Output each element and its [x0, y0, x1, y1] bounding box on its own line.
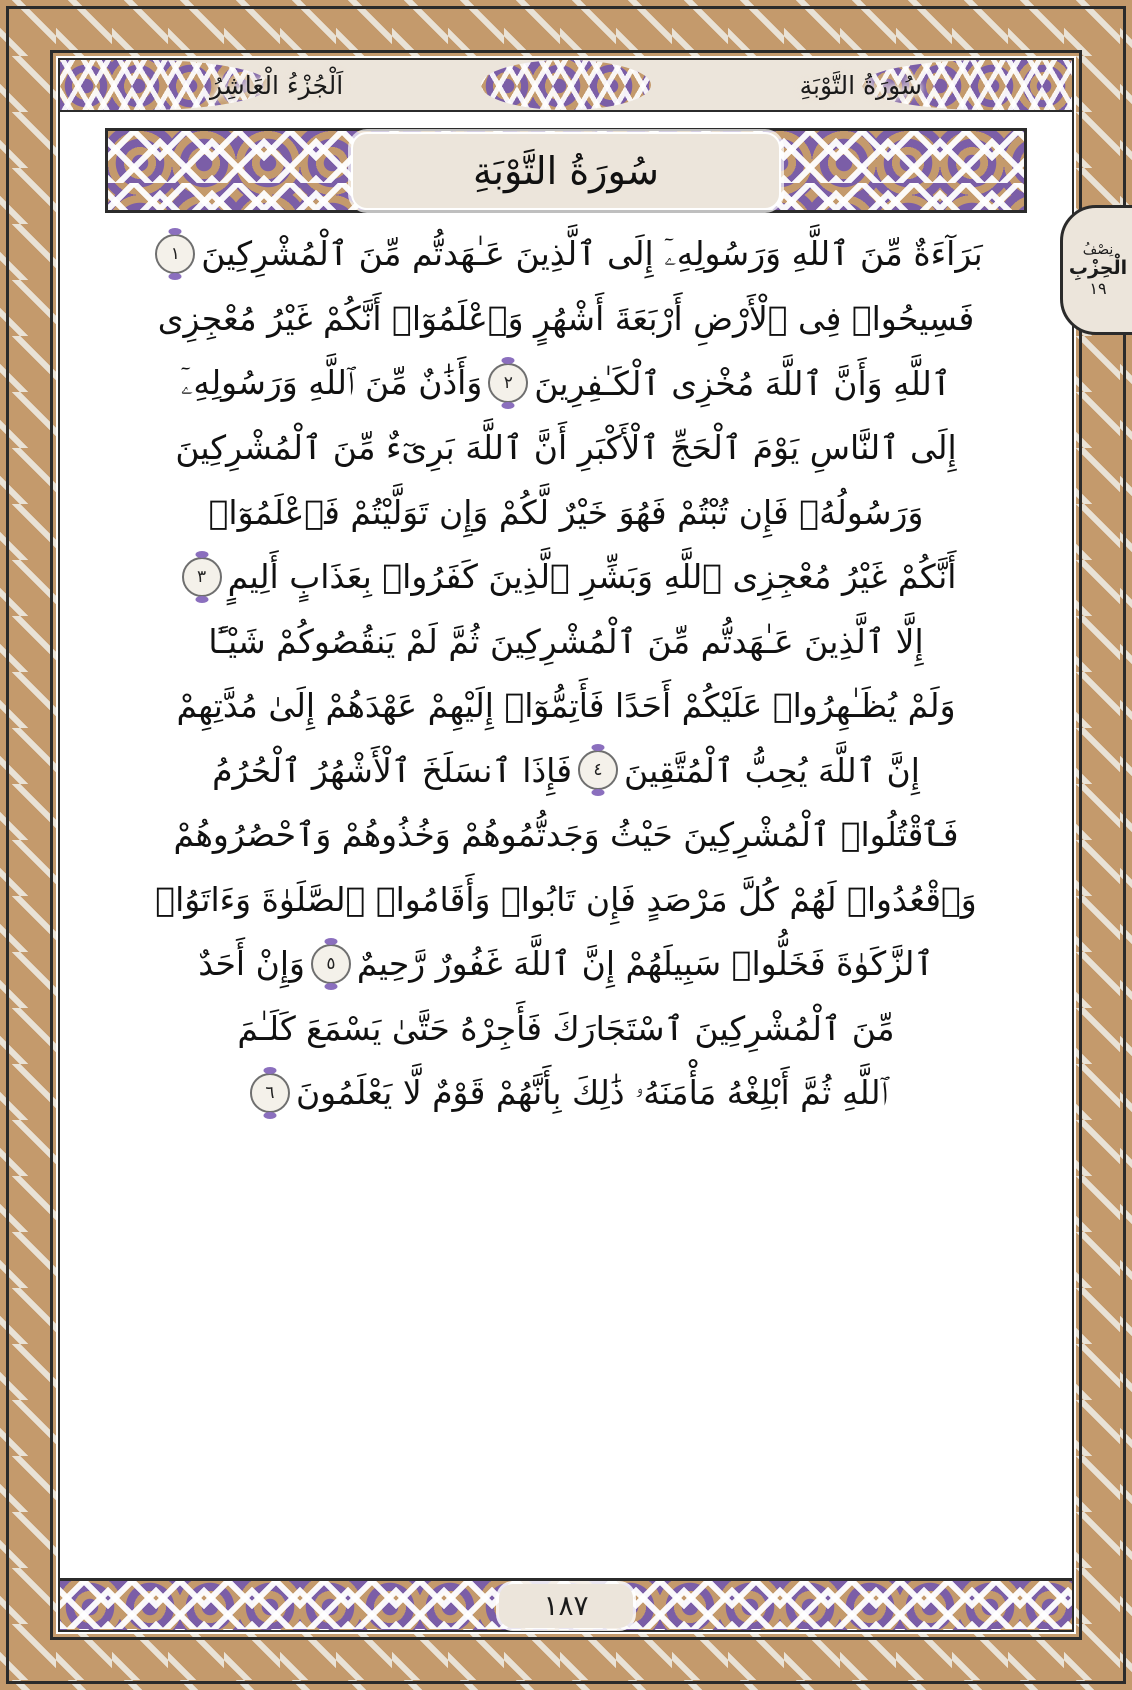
ayah-text: ٱلزَّكَوٰةَ فَخَلُّوا۟ سَبِيلَهُمْ إِنَّ ٱللَّهَ غَفُورٌ رَّحِيمٌ: [356, 944, 934, 984]
ayah-line: [92, 416, 1040, 481]
ayah-line: [92, 609, 1040, 674]
ayah-text: وَٱقْعُدُوا۟ لَهُمْ كُلَّ مَرْصَدٍ فَإِن تَابُوا۟ وَأَقَامُوا۟ ٱلصَّلَوٰةَ وَءَاتَوُا۟: [155, 879, 977, 919]
ayah-line: [92, 996, 1040, 1061]
ayah-number-marker: ١: [155, 234, 195, 274]
ayah-text-continued: وَأَذَٰنٌ مِّنَ ٱللَّهِ وَرَسُولِهِۦٓ: [180, 363, 483, 403]
header-surah-label: سُورَةُ التَّوْبَةِ: [799, 70, 922, 100]
surah-title-banner: [105, 128, 1027, 213]
ayah-text: إِلَى ٱلنَّاسِ يَوْمَ ٱلْحَجِّ ٱلْأَكْبَرِ أَنَّ ٱللَّهَ بَرِىٓءٌ مِّنَ ٱلْمُشْرِكِينَ: [175, 428, 957, 468]
surah-title-cartouche: [351, 132, 781, 210]
ayah-text: إِنَّ ٱللَّهَ يُحِبُّ ٱلْمُتَّقِينَ: [623, 750, 920, 790]
mushaf-text-body: [92, 222, 1040, 1572]
ayah-text: ٱللَّهِ وَأَنَّ ٱللَّهَ مُخْزِى ٱلْكَـٰفِرِينَ: [534, 363, 952, 403]
header-ornament-middle: [481, 60, 651, 110]
hizb-marker-number: ١٩: [1089, 278, 1107, 298]
ayah-line: [92, 222, 1040, 287]
ayah-number-marker: ٤: [578, 750, 618, 790]
ayah-line: [92, 932, 1040, 997]
ayah-text: إِلَّا ٱلَّذِينَ عَـٰهَدتُّم مِّنَ ٱلْمُشْرِكِينَ ثُمَّ لَمْ يَنقُصُوكُمْ شَيْـًٔا: [208, 621, 924, 661]
ayah-line: [92, 480, 1040, 545]
ayah-text: فَسِيحُوا۟ فِى ٱلْأَرْضِ أَرْبَعَةَ أَشْهُرٍ وَٱعْلَمُوٓا۟ أَنَّكُمْ غَيْرُ مُعْجِزِى: [157, 299, 975, 339]
hizb-marker: [1060, 205, 1132, 335]
ayah-line: [92, 1061, 1040, 1126]
ayah-text: بَرَآءَةٌ مِّنَ ٱللَّهِ وَرَسُولِهِۦٓ إِلَى ٱلَّذِينَ عَـٰهَدتُّم مِّنَ ٱلْمُشْرِكِينَ: [201, 234, 983, 274]
ayah-text: وَلَمْ يُظَـٰهِرُوا۟ عَلَيْكُمْ أَحَدًا فَأَتِمُّوٓا۟ إِلَيْهِمْ عَهْدَهُمْ إِلَىٰ مُدَّتِهِمْ: [176, 686, 956, 726]
ayah-line: [92, 803, 1040, 868]
ayah-text: وَرَسُولُهُۥ فَإِن تُبْتُمْ فَهُوَ خَيْرٌ لَّكُمْ وَإِن تَوَلَّيْتُمْ فَٱعْلَمُوٓا۟: [208, 492, 924, 532]
ayah-text: فَٱقْتُلُوا۟ ٱلْمُشْرِكِينَ حَيْثُ وَجَدتُّمُوهُمْ وَخُذُوهُمْ وَٱحْصُرُوهُمْ: [173, 815, 959, 855]
ayah-number-marker: ٣: [182, 557, 222, 597]
hizb-marker-line2: الْحِزْبِ: [1068, 256, 1128, 279]
ayah-text-continued: وَإِنْ أَحَدٌ: [198, 944, 305, 984]
ayah-text-continued: فَإِذَا ٱنسَلَخَ ٱلْأَشْهُرُ ٱلْحُرُمُ: [212, 750, 572, 790]
page-header: [60, 60, 1072, 112]
page-number: ١٨٧: [499, 1584, 632, 1628]
ayah-line: [92, 287, 1040, 352]
ayah-number-marker: ٥: [311, 944, 351, 984]
hizb-marker-line1: نِصْفُ: [1082, 241, 1114, 258]
ayah-text: أَنَّكُمْ غَيْرُ مُعْجِزِى ٱللَّهِ وَبَشِّرِ ٱلَّذِينَ كَفَرُوا۟ بِعَذَابٍ أَلِيمٍ: [227, 557, 957, 597]
ayah-line: [92, 674, 1040, 739]
ayah-text: ٱللَّهِ ثُمَّ أَبْلِغْهُ مَأْمَنَهُۥ ذَٰلِكَ بِأَنَّهُمْ قَوْمٌ لَّا يَعْلَمُونَ: [295, 1072, 889, 1112]
surah-title-text: سُورَةُ التَّوْبَةِ: [473, 148, 659, 193]
page-footer: [60, 1578, 1072, 1630]
ayah-line: [92, 545, 1040, 610]
ayah-line: [92, 867, 1040, 932]
ayah-number-marker: ٢: [488, 363, 528, 403]
ayah-text: مِّنَ ٱلْمُشْرِكِينَ ٱسْتَجَارَكَ فَأَجِرْهُ حَتَّىٰ يَسْمَعَ كَلَـٰمَ: [237, 1008, 895, 1048]
header-juz-label: اَلْجُزْءُ الْعَاشِرُ: [210, 70, 344, 100]
ayah-number-marker: ٦: [250, 1073, 290, 1113]
ayah-line: [92, 738, 1040, 803]
ayah-line: [92, 351, 1040, 416]
